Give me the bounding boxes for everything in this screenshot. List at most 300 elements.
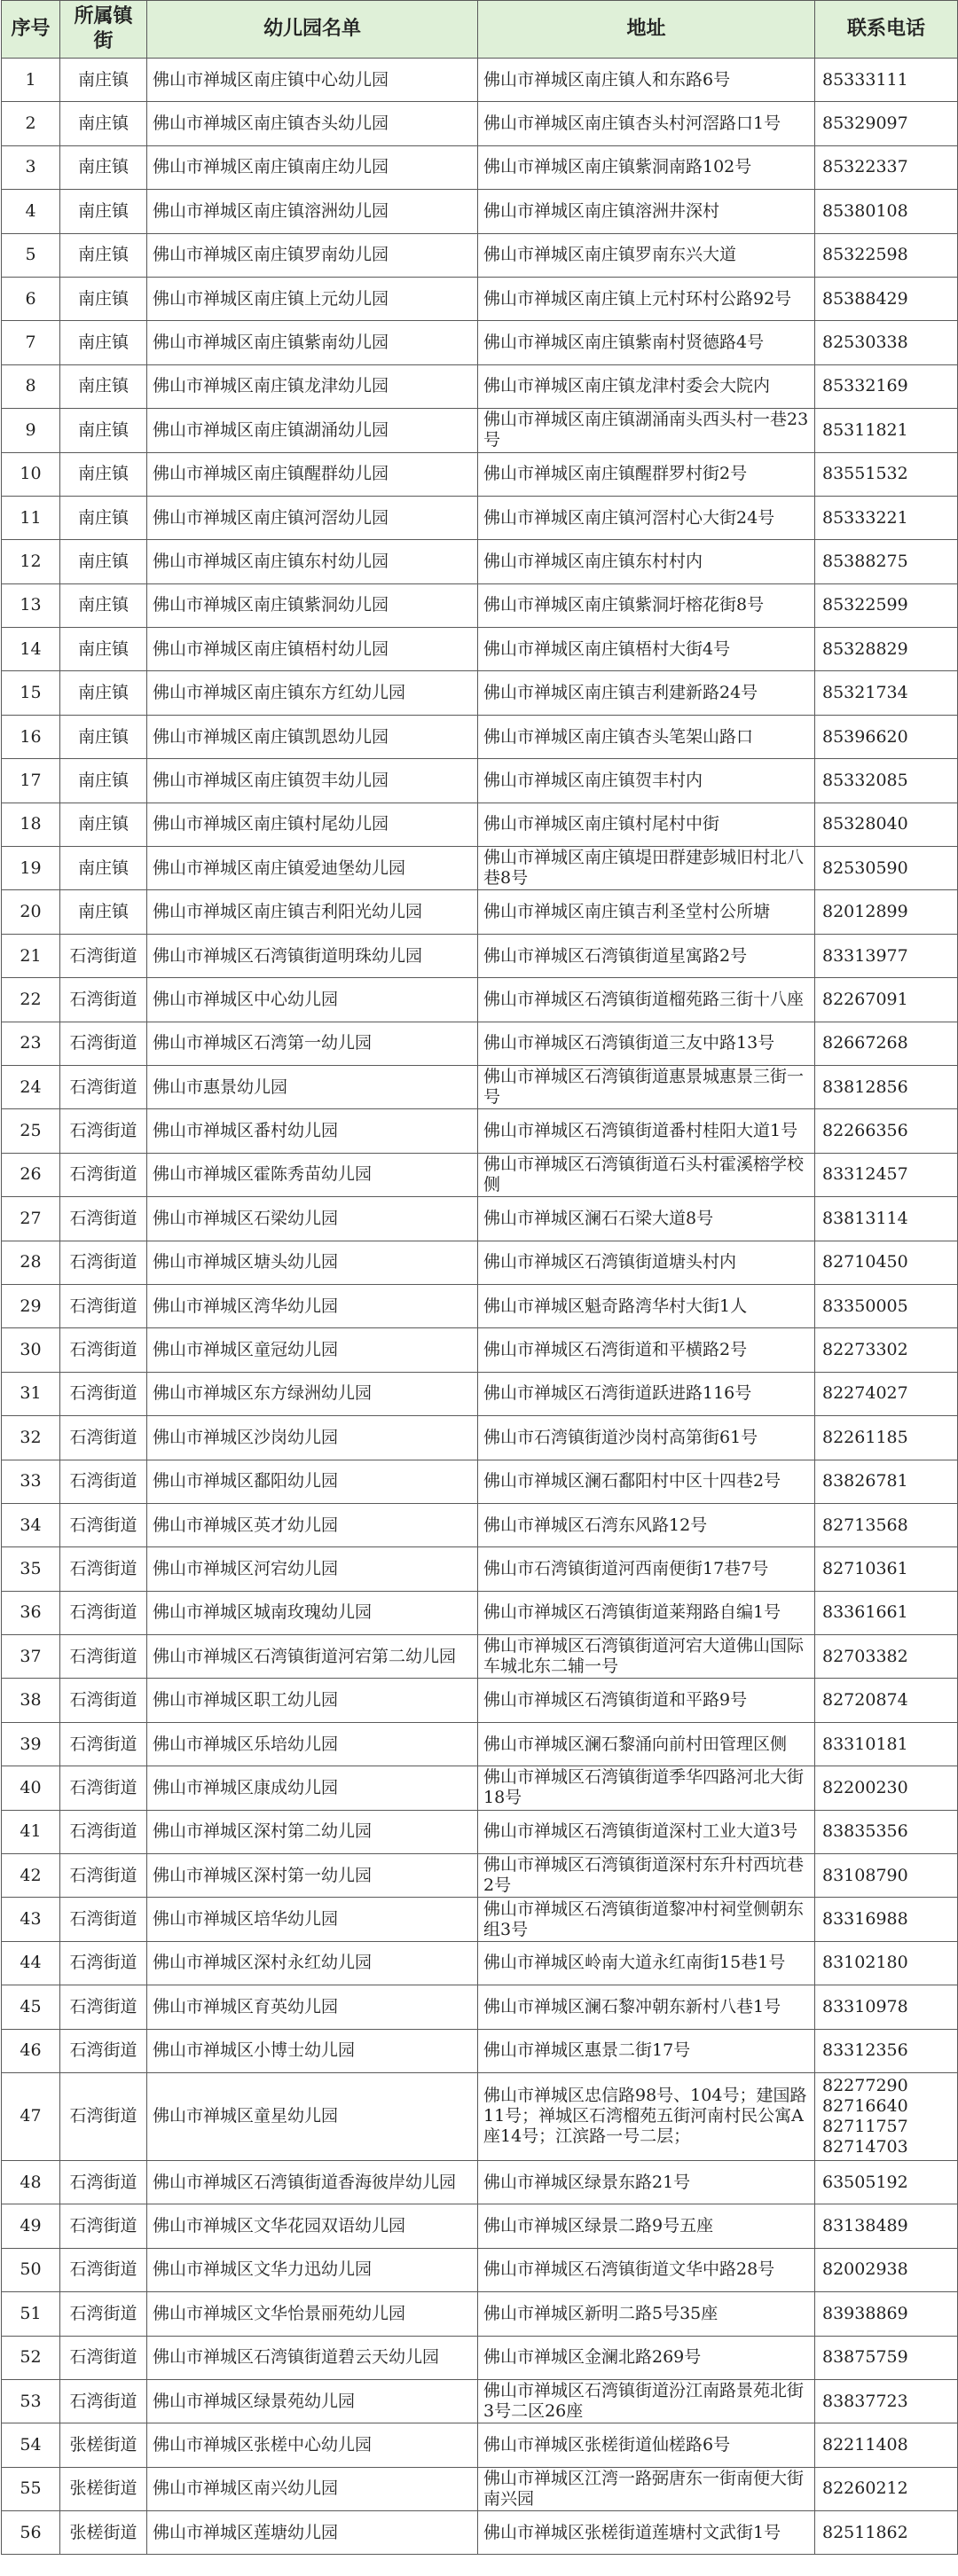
- table-row: [2, 1810, 958, 1853]
- cell-index: 40: [2, 1766, 60, 1810]
- table-row: [2, 803, 958, 846]
- cell-phone: 83826781: [815, 1460, 958, 1503]
- table-row: [2, 1766, 958, 1810]
- table-row: [2, 2336, 958, 2379]
- cell-address: 佛山市禅城区南庄镇醒群罗村街2号: [478, 452, 815, 496]
- cell-index: 4: [2, 190, 60, 233]
- cell-phone: 82261185: [815, 1416, 958, 1460]
- cell-address: 佛山市禅城区石湾镇街道惠景城惠景三街一号: [478, 1065, 815, 1108]
- cell-index: 11: [2, 496, 60, 539]
- cell-kindergarten-name: 佛山市禅城区中心幼儿园: [147, 978, 478, 1022]
- cell-phone: 85333111: [815, 59, 958, 102]
- cell-phone: 83316988: [815, 1898, 958, 1941]
- cell-address: 佛山市禅城区石湾镇街道文华中路28号: [478, 2248, 815, 2291]
- cell-phone: 85311821: [815, 409, 958, 452]
- cell-address: 佛山市禅城区南庄镇吉利建新路24号: [478, 671, 815, 715]
- cell-kindergarten-name: 佛山市禅城区塘头幼儿园: [147, 1241, 478, 1284]
- cell-address: 佛山市禅城区南庄镇溶洲井深村: [478, 190, 815, 233]
- table-row: [2, 2467, 958, 2510]
- cell-phone: 85328040: [815, 803, 958, 846]
- table-row: [2, 934, 958, 977]
- table-row: [2, 59, 958, 102]
- table-row: [2, 1109, 958, 1153]
- cell-address: 佛山市禅城区岭南大道永红南街15巷1号: [478, 1941, 815, 1985]
- cell-address: 佛山市禅城区南庄镇紫洞南路102号: [478, 145, 815, 189]
- cell-index: 30: [2, 1328, 60, 1372]
- cell-phone: 82012899: [815, 890, 958, 934]
- header-phone: 联系电话: [815, 1, 958, 59]
- table-row: [2, 321, 958, 364]
- table-row: [2, 978, 958, 1022]
- cell-address: 佛山市禅城区江湾一路弼唐东一街南便大街南兴园: [478, 2467, 815, 2510]
- cell-kindergarten-name: 佛山市禅城区南庄镇醒群幼儿园: [147, 452, 478, 496]
- cell-kindergarten-name: 佛山市禅城区河宕幼儿园: [147, 1547, 478, 1591]
- cell-index: 17: [2, 759, 60, 803]
- cell-index: 54: [2, 2423, 60, 2467]
- cell-kindergarten-name: 佛山市禅城区南庄镇凯恩幼儿园: [147, 715, 478, 758]
- cell-street: 石湾街道: [60, 2248, 147, 2291]
- cell-kindergarten-name: 佛山市禅城区城南玫瑰幼儿园: [147, 1591, 478, 1634]
- cell-street: 石湾街道: [60, 1810, 147, 1853]
- table-row: [2, 1022, 958, 1065]
- cell-phone: 83108790: [815, 1854, 958, 1898]
- cell-kindergarten-name: 佛山市禅城区南庄镇湖涌幼儿园: [147, 409, 478, 452]
- table-row: [2, 409, 958, 452]
- cell-phone: 82710361: [815, 1547, 958, 1591]
- table-row: [2, 583, 958, 627]
- kindergarten-table: [1, 0, 958, 2555]
- cell-street: 南庄镇: [60, 803, 147, 846]
- cell-street: 石湾街道: [60, 1153, 147, 1196]
- cell-kindergarten-name: 佛山市禅城区康成幼儿园: [147, 1766, 478, 1810]
- cell-address: 佛山市禅城区南庄镇人和东路6号: [478, 59, 815, 102]
- cell-phone: 82530590: [815, 847, 958, 890]
- cell-address: 佛山市禅城区南庄镇堤田群建彭城旧村北八巷8号: [478, 847, 815, 890]
- cell-index: 53: [2, 2379, 60, 2423]
- cell-kindergarten-name: 佛山市惠景幼儿园: [147, 1065, 478, 1108]
- cell-kindergarten-name: 佛山市禅城区南庄镇上元幼儿园: [147, 277, 478, 320]
- cell-kindergarten-name: 佛山市禅城区深村第一幼儿园: [147, 1854, 478, 1898]
- cell-phone: 82274027: [815, 1372, 958, 1415]
- cell-kindergarten-name: 佛山市禅城区童星幼儿园: [147, 2072, 478, 2160]
- cell-kindergarten-name: 佛山市禅城区南兴幼儿园: [147, 2467, 478, 2510]
- table-row: [2, 2204, 958, 2248]
- table-row: [2, 1722, 958, 1766]
- cell-address: 佛山市禅城区张槎街道莲塘村文武街1号: [478, 2511, 815, 2555]
- cell-phone: 83813114: [815, 1197, 958, 1241]
- cell-phone: 85332085: [815, 759, 958, 803]
- cell-address: 佛山市禅城区南庄镇上元村环村公路92号: [478, 277, 815, 320]
- cell-kindergarten-name: 佛山市禅城区石湾镇街道河宕第二幼儿园: [147, 1635, 478, 1679]
- cell-phone: 82710450: [815, 1241, 958, 1284]
- cell-kindergarten-name: 佛山市禅城区南庄镇东方红幼儿园: [147, 671, 478, 715]
- cell-phone: 83313977: [815, 934, 958, 977]
- cell-kindergarten-name: 佛山市禅城区南庄镇紫南幼儿园: [147, 321, 478, 364]
- cell-address: 佛山市禅城区南庄镇杏头笔架山路口: [478, 715, 815, 758]
- cell-kindergarten-name: 佛山市禅城区南庄镇梧村幼儿园: [147, 628, 478, 671]
- cell-phone: 83350005: [815, 1284, 958, 1327]
- cell-street: 石湾街道: [60, 1941, 147, 1985]
- cell-street: 石湾街道: [60, 1241, 147, 1284]
- cell-street: 石湾街道: [60, 1022, 147, 1065]
- cell-index: 46: [2, 2029, 60, 2072]
- cell-street: 石湾街道: [60, 2204, 147, 2248]
- cell-address: 佛山市禅城区绿景东路21号: [478, 2160, 815, 2204]
- cell-index: 39: [2, 1722, 60, 1766]
- cell-address: 佛山市禅城区石湾镇街道季华四路河北大街18号: [478, 1766, 815, 1810]
- cell-index: 52: [2, 2336, 60, 2379]
- table-row: [2, 1284, 958, 1327]
- cell-phone: 83102180: [815, 1941, 958, 1985]
- cell-kindergarten-name: 佛山市禅城区莲塘幼儿园: [147, 2511, 478, 2555]
- cell-phone: 83551532: [815, 452, 958, 496]
- table-row: [2, 759, 958, 803]
- header-index: 序号: [2, 1, 60, 59]
- cell-address: 佛山市禅城区石湾镇街道番村桂阳大道1号: [478, 1109, 815, 1153]
- table-row: [2, 847, 958, 890]
- cell-index: 26: [2, 1153, 60, 1196]
- cell-index: 34: [2, 1503, 60, 1546]
- cell-index: 50: [2, 2248, 60, 2291]
- cell-index: 41: [2, 1810, 60, 1853]
- table-row: [2, 2160, 958, 2204]
- cell-index: 44: [2, 1941, 60, 1985]
- cell-street: 南庄镇: [60, 890, 147, 934]
- cell-street: 南庄镇: [60, 277, 147, 320]
- cell-index: 31: [2, 1372, 60, 1415]
- cell-street: 南庄镇: [60, 321, 147, 364]
- table-row: [2, 628, 958, 671]
- cell-address: 佛山市石湾镇街道沙岗村高第街61号: [478, 1416, 815, 1460]
- table-row: [2, 1985, 958, 2029]
- cell-index: 12: [2, 540, 60, 583]
- cell-phone: 83312356: [815, 2029, 958, 2072]
- cell-phone: 82530338: [815, 321, 958, 364]
- table-row: [2, 1679, 958, 1722]
- table-row: [2, 1241, 958, 1284]
- table-row: [2, 540, 958, 583]
- cell-phone: 83875759: [815, 2336, 958, 2379]
- cell-street: 石湾街道: [60, 1898, 147, 1941]
- cell-address: 佛山市禅城区绿景二路9号五座: [478, 2204, 815, 2248]
- cell-street: 南庄镇: [60, 540, 147, 583]
- cell-index: 3: [2, 145, 60, 189]
- table-row: [2, 1547, 958, 1591]
- cell-phone: 85332169: [815, 364, 958, 408]
- header-kindergarten-name: 幼儿园名单: [147, 1, 478, 59]
- cell-address: 佛山市禅城区南庄镇东村村内: [478, 540, 815, 583]
- table-row: [2, 1898, 958, 1941]
- cell-street: 石湾街道: [60, 978, 147, 1022]
- cell-phone: 85322337: [815, 145, 958, 189]
- cell-kindergarten-name: 佛山市禅城区童冠幼儿园: [147, 1328, 478, 1372]
- cell-index: 56: [2, 2511, 60, 2555]
- cell-kindergarten-name: 佛山市禅城区石湾镇街道碧云天幼儿园: [147, 2336, 478, 2379]
- cell-street: 石湾街道: [60, 2160, 147, 2204]
- cell-kindergarten-name: 佛山市禅城区石湾镇街道明珠幼儿园: [147, 934, 478, 977]
- cell-address: 佛山市禅城区南庄镇河滘村心大街24号: [478, 496, 815, 539]
- cell-index: 45: [2, 1985, 60, 2029]
- cell-address: 佛山市禅城区南庄镇紫南村贤德路4号: [478, 321, 815, 364]
- cell-street: 石湾街道: [60, 1372, 147, 1415]
- cell-kindergarten-name: 佛山市禅城区东方绿洲幼儿园: [147, 1372, 478, 1415]
- cell-kindergarten-name: 佛山市禅城区南庄镇南庄幼儿园: [147, 145, 478, 189]
- cell-index: 38: [2, 1679, 60, 1722]
- cell-phone: 85328829: [815, 628, 958, 671]
- cell-address: 佛山市禅城区石湾镇街道深村东升村西坑巷2号: [478, 1854, 815, 1898]
- table-row: [2, 1416, 958, 1460]
- cell-kindergarten-name: 佛山市禅城区文华力迅幼儿园: [147, 2248, 478, 2291]
- table-row: [2, 233, 958, 277]
- cell-street: 石湾街道: [60, 934, 147, 977]
- cell-address: 佛山市禅城区南庄镇吉利圣堂村公所塘: [478, 890, 815, 934]
- cell-index: 35: [2, 1547, 60, 1591]
- cell-address: 佛山市禅城区新明二路5号35座: [478, 2292, 815, 2336]
- cell-kindergarten-name: 佛山市禅城区鄱阳幼儿园: [147, 1460, 478, 1503]
- table-row: [2, 1460, 958, 1503]
- cell-kindergarten-name: 佛山市禅城区培华幼儿园: [147, 1898, 478, 1941]
- cell-index: 18: [2, 803, 60, 846]
- cell-index: 19: [2, 847, 60, 890]
- cell-kindergarten-name: 佛山市禅城区湾华幼儿园: [147, 1284, 478, 1327]
- cell-index: 24: [2, 1065, 60, 1108]
- cell-address: 佛山市禅城区南庄镇湖涌南头西头村一巷23号: [478, 409, 815, 452]
- cell-phone: 83361661: [815, 1591, 958, 1634]
- table-body: [2, 59, 958, 2555]
- cell-kindergarten-name: 佛山市禅城区石湾第一幼儿园: [147, 1022, 478, 1065]
- cell-kindergarten-name: 佛山市禅城区石梁幼儿园: [147, 1197, 478, 1241]
- cell-phone: 82511862: [815, 2511, 958, 2555]
- cell-kindergarten-name: 佛山市禅城区张槎中心幼儿园: [147, 2423, 478, 2467]
- cell-phone: 85322599: [815, 583, 958, 627]
- cell-index: 1: [2, 59, 60, 102]
- cell-index: 37: [2, 1635, 60, 1679]
- cell-street: 张槎街道: [60, 2423, 147, 2467]
- cell-kindergarten-name: 佛山市禅城区番村幼儿园: [147, 1109, 478, 1153]
- table-row: [2, 2029, 958, 2072]
- cell-street: 石湾街道: [60, 1197, 147, 1241]
- cell-phone: 83835356: [815, 1810, 958, 1853]
- cell-street: 石湾街道: [60, 1722, 147, 1766]
- cell-address: 佛山市禅城区石湾镇街道星寓路2号: [478, 934, 815, 977]
- cell-street: 石湾街道: [60, 1109, 147, 1153]
- cell-index: 42: [2, 1854, 60, 1898]
- table-row: [2, 715, 958, 758]
- cell-phone: 82703382: [815, 1635, 958, 1679]
- cell-kindergarten-name: 佛山市禅城区小博士幼儿园: [147, 2029, 478, 2072]
- cell-index: 5: [2, 233, 60, 277]
- cell-phone: 83812856: [815, 1065, 958, 1108]
- cell-street: 石湾街道: [60, 2336, 147, 2379]
- cell-index: 13: [2, 583, 60, 627]
- cell-index: 55: [2, 2467, 60, 2510]
- cell-index: 28: [2, 1241, 60, 1284]
- cell-street: 石湾街道: [60, 2029, 147, 2072]
- cell-kindergarten-name: 佛山市禅城区沙岗幼儿园: [147, 1416, 478, 1460]
- cell-kindergarten-name: 佛山市禅城区南庄镇爱迪堡幼儿园: [147, 847, 478, 890]
- cell-phone: 83138489: [815, 2204, 958, 2248]
- table-row: [2, 1153, 958, 1196]
- cell-phone: 82720874: [815, 1679, 958, 1722]
- table-row: [2, 2248, 958, 2291]
- cell-address: 佛山市石湾镇街道河西南便街17巷7号: [478, 1547, 815, 1591]
- cell-phone: 82002938: [815, 2248, 958, 2291]
- cell-kindergarten-name: 佛山市禅城区英才幼儿园: [147, 1503, 478, 1546]
- cell-phone: 82713568: [815, 1503, 958, 1546]
- cell-address: 佛山市禅城区金澜北路269号: [478, 2336, 815, 2379]
- cell-kindergarten-name: 佛山市禅城区育英幼儿园: [147, 1985, 478, 2029]
- cell-phone: 83837723: [815, 2379, 958, 2423]
- cell-kindergarten-name: 佛山市禅城区乐培幼儿园: [147, 1722, 478, 1766]
- cell-address: 佛山市禅城区南庄镇紫洞圩榕花街8号: [478, 583, 815, 627]
- table-row: [2, 2292, 958, 2336]
- cell-phone: 85388429: [815, 277, 958, 320]
- cell-phone: 85321734: [815, 671, 958, 715]
- table-header-row: [2, 1, 958, 59]
- cell-address: 佛山市禅城区澜石石梁大道8号: [478, 1197, 815, 1241]
- cell-street: 南庄镇: [60, 233, 147, 277]
- cell-phone: 83938869: [815, 2292, 958, 2336]
- cell-phone: 82277290 82716640 82711757 82714703: [815, 2072, 958, 2160]
- cell-street: 南庄镇: [60, 59, 147, 102]
- cell-kindergarten-name: 佛山市禅城区绿景苑幼儿园: [147, 2379, 478, 2423]
- cell-index: 7: [2, 321, 60, 364]
- cell-street: 石湾街道: [60, 2379, 147, 2423]
- cell-kindergarten-name: 佛山市禅城区南庄镇龙津幼儿园: [147, 364, 478, 408]
- cell-kindergarten-name: 佛山市禅城区南庄镇吉利阳光幼儿园: [147, 890, 478, 934]
- cell-phone: 82200230: [815, 1766, 958, 1810]
- cell-phone: 85333221: [815, 496, 958, 539]
- cell-index: 51: [2, 2292, 60, 2336]
- cell-street: 石湾街道: [60, 1766, 147, 1810]
- cell-index: 15: [2, 671, 60, 715]
- cell-address: 佛山市禅城区石湾镇街道莱翔路自编1号: [478, 1591, 815, 1634]
- table-row: [2, 102, 958, 145]
- table-row: [2, 1328, 958, 1372]
- cell-kindergarten-name: 佛山市禅城区南庄镇河滘幼儿园: [147, 496, 478, 539]
- table-row: [2, 2511, 958, 2555]
- cell-street: 石湾街道: [60, 1547, 147, 1591]
- cell-index: 14: [2, 628, 60, 671]
- table-row: [2, 1635, 958, 1679]
- cell-kindergarten-name: 佛山市禅城区南庄镇紫洞幼儿园: [147, 583, 478, 627]
- cell-index: 2: [2, 102, 60, 145]
- cell-street: 张槎街道: [60, 2511, 147, 2555]
- cell-street: 石湾街道: [60, 2072, 147, 2160]
- cell-street: 张槎街道: [60, 2467, 147, 2510]
- cell-index: 10: [2, 452, 60, 496]
- cell-street: 石湾街道: [60, 1284, 147, 1327]
- table-row: [2, 1197, 958, 1241]
- cell-address: 佛山市禅城区石湾镇街道黎冲村祠堂侧朝东组3号: [478, 1898, 815, 1941]
- cell-street: 南庄镇: [60, 671, 147, 715]
- cell-address: 佛山市禅城区石湾街道和平横路2号: [478, 1328, 815, 1372]
- cell-phone: 82667268: [815, 1022, 958, 1065]
- cell-index: 27: [2, 1197, 60, 1241]
- cell-street: 石湾街道: [60, 1985, 147, 2029]
- cell-street: 南庄镇: [60, 102, 147, 145]
- cell-kindergarten-name: 佛山市禅城区霍陈秀苗幼儿园: [147, 1153, 478, 1196]
- cell-index: 49: [2, 2204, 60, 2248]
- cell-phone: 83312457: [815, 1153, 958, 1196]
- cell-address: 佛山市禅城区南庄镇罗南东兴大道: [478, 233, 815, 277]
- header-address: 地址: [478, 1, 815, 59]
- cell-address: 佛山市禅城区南庄镇贺丰村内: [478, 759, 815, 803]
- cell-kindergarten-name: 佛山市禅城区南庄镇溶洲幼儿园: [147, 190, 478, 233]
- cell-address: 佛山市禅城区张槎街道仙槎路6号: [478, 2423, 815, 2467]
- cell-address: 佛山市禅城区忠信路98号、104号；建国路11号；禅城区石湾榴苑五街河南村民公寓A座14号；江滨路一号二层；: [478, 2072, 815, 2160]
- cell-street: 南庄镇: [60, 628, 147, 671]
- cell-street: 南庄镇: [60, 409, 147, 452]
- cell-kindergarten-name: 佛山市禅城区南庄镇东村幼儿园: [147, 540, 478, 583]
- cell-street: 南庄镇: [60, 452, 147, 496]
- cell-address: 佛山市禅城区惠景二街17号: [478, 2029, 815, 2072]
- table-row: [2, 364, 958, 408]
- cell-index: 23: [2, 1022, 60, 1065]
- cell-address: 佛山市禅城区石湾镇街道和平路9号: [478, 1679, 815, 1722]
- table-row: [2, 145, 958, 189]
- cell-index: 21: [2, 934, 60, 977]
- cell-address: 佛山市禅城区石湾镇街道榴苑路三街十八座: [478, 978, 815, 1022]
- cell-index: 47: [2, 2072, 60, 2160]
- table-row: [2, 671, 958, 715]
- cell-index: 29: [2, 1284, 60, 1327]
- cell-street: 南庄镇: [60, 364, 147, 408]
- table-row: [2, 890, 958, 934]
- cell-kindergarten-name: 佛山市禅城区职工幼儿园: [147, 1679, 478, 1722]
- cell-phone: 83310181: [815, 1722, 958, 1766]
- cell-street: 南庄镇: [60, 847, 147, 890]
- cell-street: 石湾街道: [60, 1065, 147, 1108]
- cell-index: 48: [2, 2160, 60, 2204]
- table-row: [2, 1854, 958, 1898]
- cell-phone: 82260212: [815, 2467, 958, 2510]
- cell-kindergarten-name: 佛山市禅城区南庄镇村尾幼儿园: [147, 803, 478, 846]
- cell-phone: 85329097: [815, 102, 958, 145]
- cell-address: 佛山市禅城区石湾镇街道汾江南路景苑北街3号二区26座: [478, 2379, 815, 2423]
- cell-address: 佛山市禅城区澜石鄱阳村中区十四巷2号: [478, 1460, 815, 1503]
- cell-street: 石湾街道: [60, 1854, 147, 1898]
- cell-index: 6: [2, 277, 60, 320]
- cell-phone: 85388275: [815, 540, 958, 583]
- cell-address: 佛山市禅城区石湾镇街道塘头村内: [478, 1241, 815, 1284]
- cell-index: 22: [2, 978, 60, 1022]
- cell-phone: 63505192: [815, 2160, 958, 2204]
- cell-address: 佛山市禅城区澜石黎冲朝东新村八巷1号: [478, 1985, 815, 2029]
- cell-street: 南庄镇: [60, 715, 147, 758]
- cell-address: 佛山市禅城区石湾东风路12号: [478, 1503, 815, 1546]
- cell-street: 石湾街道: [60, 1416, 147, 1460]
- table-row: [2, 2423, 958, 2467]
- cell-index: 43: [2, 1898, 60, 1941]
- cell-street: 石湾街道: [60, 1328, 147, 1372]
- cell-phone: 82273302: [815, 1328, 958, 1372]
- cell-phone: 82267091: [815, 978, 958, 1022]
- cell-phone: 85396620: [815, 715, 958, 758]
- table-row: [2, 1065, 958, 1108]
- cell-kindergarten-name: 佛山市禅城区南庄镇贺丰幼儿园: [147, 759, 478, 803]
- table-row: [2, 1941, 958, 1985]
- cell-phone: 85322598: [815, 233, 958, 277]
- cell-address: 佛山市禅城区石湾街道跃进路116号: [478, 1372, 815, 1415]
- table-row: [2, 190, 958, 233]
- cell-kindergarten-name: 佛山市禅城区南庄镇罗南幼儿园: [147, 233, 478, 277]
- cell-phone: 82211408: [815, 2423, 958, 2467]
- cell-kindergarten-name: 佛山市禅城区南庄镇中心幼儿园: [147, 59, 478, 102]
- table-row: [2, 1503, 958, 1546]
- cell-kindergarten-name: 佛山市禅城区文华花园双语幼儿园: [147, 2204, 478, 2248]
- cell-kindergarten-name: 佛山市禅城区石湾镇街道香海彼岸幼儿园: [147, 2160, 478, 2204]
